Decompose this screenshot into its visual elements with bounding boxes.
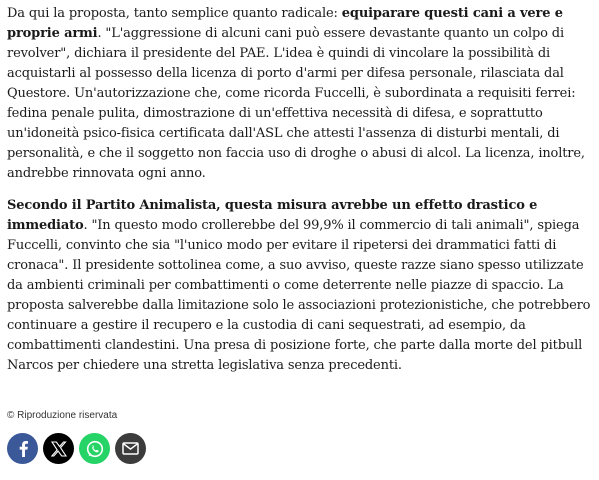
proposal-intro: Da qui la proposta, tanto semplice quanto radicale: — [7, 6, 342, 21]
whatsapp-icon — [85, 439, 105, 459]
proposal-highlight: equiparare questi cani a vere e proprie armi — [7, 6, 563, 41]
whatsapp-share-button[interactable] — [79, 433, 110, 464]
effect-text: . "In questo modo crollerebbe del 99,9% il commercio di tali animali", spiega Fuccelli, convinto che sia "l'unico modo per evitare il ripetersi dei drammatici fatti di cronaca". Il presidente sottolinea come, a suo avviso, queste razze siano spesso utilizzate da ambienti criminali per combattimenti o come deterrente nelle piazze di spaccio. La proposta salverebbe dalla limitazione solo le associazioni protezionistiche, che potrebbero continuare a gestire il recupero e la custodia di cani sequestrati, ad esempio, da combattimenti clandestini. Una presa di posizione forte, che parte dalla morte del pitbull Narcos per chiedere una stretta legislativa senza precedenti. — [7, 218, 591, 373]
paragraph-proposal — [7, 4, 593, 184]
copyright-notice: © Riproduzione riservata — [7, 410, 118, 421]
paragraph-effect — [7, 196, 593, 376]
x-icon — [51, 441, 67, 457]
email-share-button[interactable] — [115, 433, 146, 464]
share-bar — [7, 433, 146, 464]
proposal-text: . "L'aggressione di alcuni cani può essere devastante quanto un colpo di revolver", dichiara il presidente del PAE. L'idea è quindi di vincolare la possibilità di acquistarli al possesso della licenza di porto d'armi per difesa personale, rilasciata dal Questore. Un'autorizzazione che, come ricorda Fuccelli, è subordinata a requisiti ferrei: fedina penale pulita, dimostrazione di un'effettiva necessità di difesa, e soprattutto un'idoneità psico-fisica certificata dall'ASL che attesti l'assenza di disturbi mentali, di personalità, e che il soggetto non faccia uso di droghe o abusi di alcol. La licenza, inoltre, andrebbe rinnovata ogni anno. — [7, 26, 585, 181]
effect-highlight: Secondo il Partito Animalista, questa misura avrebbe un effetto drastico e immediato — [7, 198, 538, 233]
facebook-share-button[interactable] — [7, 433, 38, 464]
x-share-button[interactable] — [43, 433, 74, 464]
article-body — [7, 4, 593, 388]
facebook-icon — [16, 440, 30, 457]
email-icon — [122, 442, 139, 455]
